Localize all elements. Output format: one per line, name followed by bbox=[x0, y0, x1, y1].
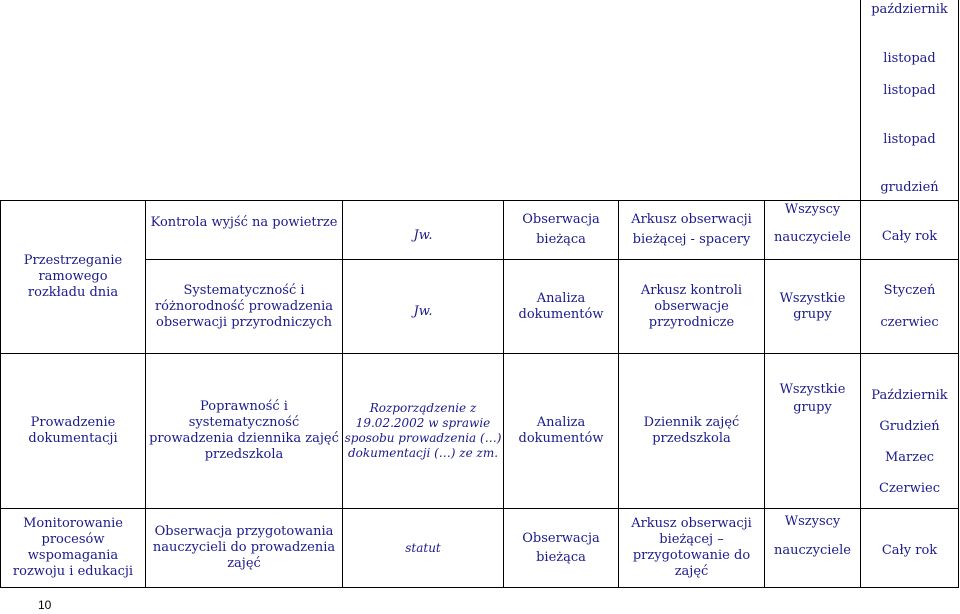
month-text: listopad bbox=[883, 83, 936, 98]
row3-group-line: Wszyscy bbox=[784, 514, 841, 529]
row1-sub1-term-line: grudzień bbox=[880, 180, 939, 195]
row2-term-line: Grudzień bbox=[879, 419, 940, 434]
row1-sub2-tool-line: obserwacje bbox=[654, 298, 729, 314]
row3-topic-line: rozwoju i edukacji bbox=[12, 564, 134, 579]
row1-sub2-group-cell bbox=[765, 260, 860, 353]
row1-sub2-term-cell bbox=[861, 260, 958, 353]
row1-sub1-group-line: Wszyscy bbox=[784, 202, 841, 217]
row3-topic-line: wspomagania bbox=[27, 548, 119, 563]
row1-sub1-group-line: nauczyciele bbox=[774, 230, 851, 245]
row3-topic-cell bbox=[1, 509, 145, 587]
row2-topic-line: Prowadzenie bbox=[30, 415, 116, 430]
row3-group-line: nauczyciele bbox=[774, 543, 851, 558]
row3-topic-line: procesów bbox=[41, 532, 105, 547]
row3-topic-line: Monitorowanie bbox=[23, 516, 123, 531]
row1-sub1-tool-cell bbox=[619, 201, 764, 259]
row1-sub2-who: Jw. bbox=[413, 304, 433, 319]
row3-tool-line: przygotowanie do bbox=[632, 548, 751, 563]
row3-tool-line: bieżącej – bbox=[659, 532, 724, 547]
row1-sub2-tool-line: Arkusz kontroli bbox=[640, 282, 743, 298]
row1-sub1-aspect: Kontrola wyjść na powietrze bbox=[150, 215, 338, 230]
row1-sub1-who-cell bbox=[343, 201, 503, 259]
row1-sub2-aspect-line: Systematyczność i bbox=[183, 282, 305, 298]
row1-sub1-form-cell bbox=[504, 201, 618, 259]
row3-tool-line: zajęć bbox=[674, 564, 709, 579]
row3-tool-line: Arkusz obserwacji bbox=[631, 516, 752, 531]
row1-sub2-who-cell bbox=[343, 260, 503, 353]
row2-tool-cell bbox=[619, 354, 764, 508]
row1-topic: Przestrzeganie ramowego rozkładu dnia bbox=[23, 253, 123, 300]
grid-line bbox=[860, 0, 861, 200]
row2-form-line: dokumentów bbox=[518, 431, 604, 446]
row3-form-line: Obserwacja bbox=[522, 530, 600, 546]
row1-sub1-term-line: Cały rok bbox=[881, 229, 938, 244]
row1-sub1-form-line: Obserwacja bbox=[522, 212, 600, 227]
row2-basis-cell bbox=[343, 354, 503, 508]
row1-sub2-aspect-line: obserwacji przyrodniczych bbox=[156, 314, 332, 330]
month-text: październik bbox=[871, 2, 948, 17]
row2-topic-cell bbox=[1, 354, 145, 508]
row1-sub1-tool-line: Arkusz obserwacji bbox=[631, 212, 752, 227]
row1-sub2-term-line: czerwiec bbox=[880, 314, 939, 330]
row2-aspect-line: prowadzenia dziennika zajęć bbox=[149, 431, 339, 446]
row2-form-line: Analiza bbox=[536, 415, 586, 430]
row2-term-line: Czerwiec bbox=[879, 481, 940, 496]
row1-sub2-tool-line: przyrodnicze bbox=[648, 314, 735, 330]
row1-sub2-aspect-line: różnorodność prowadzenia bbox=[154, 298, 334, 314]
row1-sub2-form-line: dokumentów bbox=[518, 306, 604, 322]
month-text: listopad bbox=[883, 132, 936, 147]
row1-sub1-form-line: bieżąca bbox=[536, 232, 586, 247]
row2-aspect-line: Poprawność i systematyczność bbox=[188, 399, 300, 430]
row2-aspect-cell bbox=[146, 354, 342, 508]
row3-basis-cell bbox=[343, 509, 503, 587]
row3-form-cell bbox=[504, 509, 618, 587]
row1-sub2-aspect-cell bbox=[146, 260, 342, 353]
row1-sub2-form-line: Analiza bbox=[536, 290, 586, 306]
page-number: 10 bbox=[38, 598, 52, 612]
row2-basis-line: sposobu prowadzenia (…) bbox=[344, 431, 502, 445]
row3-form-line: bieżąca bbox=[536, 549, 586, 565]
row1-sub1-aspect-cell bbox=[146, 201, 342, 245]
row3-aspect-line: Obserwacja przygotowania bbox=[154, 524, 334, 539]
row2-term-line: Październik bbox=[871, 388, 948, 403]
row2-term-line: Marzec bbox=[884, 450, 935, 465]
row2-group-line: Wszystkie bbox=[779, 382, 846, 397]
row1-sub2-term-line: Styczeń bbox=[883, 282, 936, 298]
row2-tool-line: przedszkola bbox=[652, 431, 731, 446]
row2-aspect-line: przedszkola bbox=[204, 447, 284, 462]
row1-topic-cell bbox=[1, 201, 145, 353]
row2-tool-line: Dziennik zajęć bbox=[643, 415, 740, 430]
row3-term: Cały rok bbox=[881, 543, 938, 558]
row2-topic-line: dokumentacji bbox=[28, 431, 118, 446]
row3-aspect-line: zajęć bbox=[227, 556, 261, 571]
month-text: listopad bbox=[883, 51, 936, 66]
row3-aspect-cell bbox=[146, 509, 342, 587]
row3-term-cell bbox=[861, 509, 958, 587]
row2-basis-line: 19.02.2002 w sprawie bbox=[355, 416, 491, 430]
row2-form-cell bbox=[504, 354, 618, 508]
grid-line bbox=[0, 587, 959, 588]
row1-sub1-tool-line: bieżącej - spacery bbox=[632, 232, 751, 247]
row1-sub2-group-line: Wszystkie bbox=[779, 290, 846, 306]
row3-tool-cell bbox=[619, 509, 764, 587]
row3-basis: statut bbox=[405, 540, 441, 555]
row1-sub2-form-cell bbox=[504, 260, 618, 353]
row2-group-line: grupy bbox=[793, 400, 832, 415]
row2-basis-line: Rozporządzenie z bbox=[369, 401, 477, 415]
row1-sub2-group-line: grupy bbox=[793, 306, 832, 322]
row1-sub1-group-cell bbox=[765, 201, 860, 259]
row1-sub1-who: Jw. bbox=[413, 227, 433, 243]
row2-basis-line: dokumentacji (…) ze zm. bbox=[347, 446, 499, 460]
row3-aspect-line: nauczycieli do prowadzenia bbox=[152, 540, 336, 555]
row1-sub2-tool-cell bbox=[619, 260, 764, 353]
